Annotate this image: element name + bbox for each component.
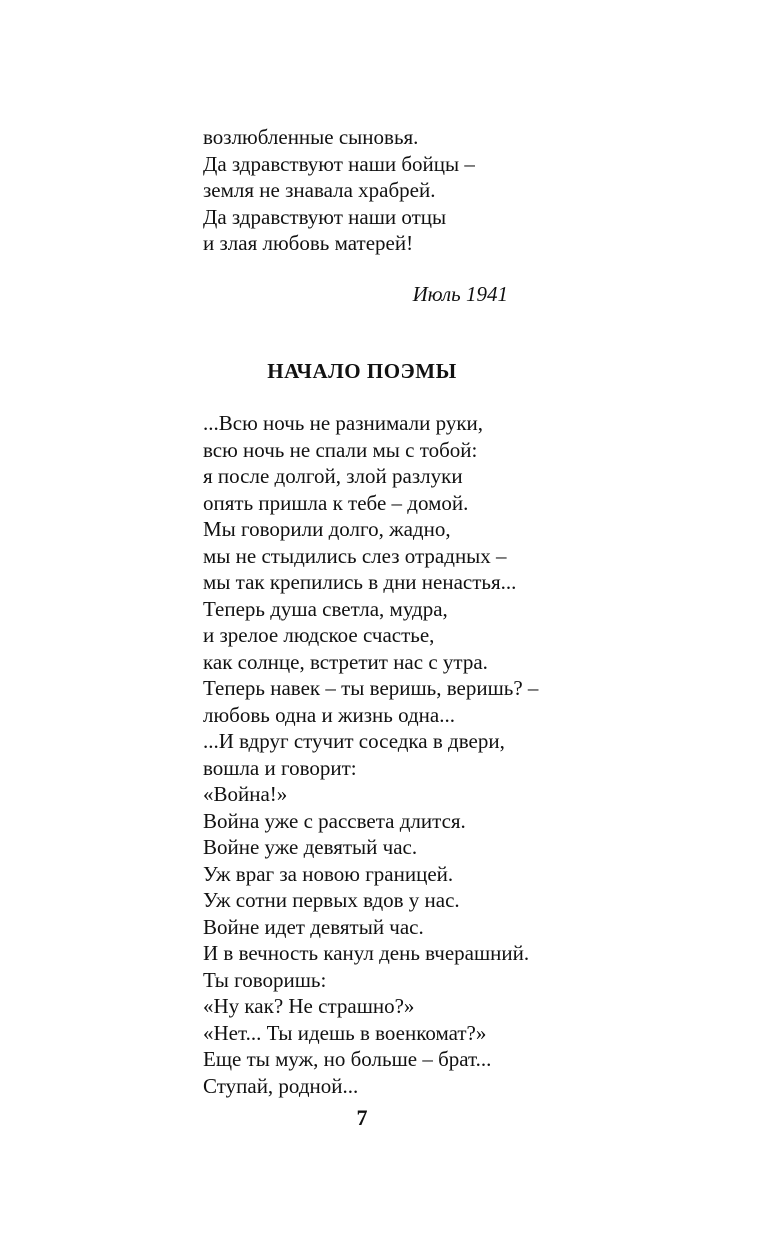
poem-line: «Нет... Ты идешь в военкомат?» (203, 1020, 487, 1045)
poem-line: и зрелое людское счастье, (203, 623, 435, 647)
poem-line: «Война!» (203, 782, 288, 806)
poem-line: Ступай, родной... (203, 1073, 359, 1098)
poem-line: Да здравствуют наши отцы (203, 204, 447, 229)
poem-line: всю ночь не спали мы с тобой: (203, 437, 478, 462)
page-number: 7 (356, 1105, 368, 1130)
poem-line: И в вечность канул день вчерашний. (203, 941, 530, 965)
poem-line: ...И вдруг стучит соседка в двери, (203, 729, 505, 753)
poem-line: опять пришла к тебе – домой. (203, 490, 469, 515)
poem-line: Уж враг за новою границей. (203, 861, 454, 886)
poem-line: ...Всю ночь не разнимали руки, (203, 411, 484, 435)
poem-line: любовь одна и жизнь одна... (203, 702, 455, 727)
poem-line: Мы говорили долго, жадно, (203, 517, 451, 541)
poem-date: Июль 1941 (412, 282, 508, 306)
poem-line: Ты говоришь: (203, 967, 327, 992)
poem-line: я после долгой, злой разлуки (203, 464, 463, 488)
poem-body (203, 410, 538, 1099)
poem-line: Теперь навек – ты веришь, веришь? – (203, 676, 539, 700)
poem-line: и злая любовь матерей! (203, 231, 414, 255)
poem-line: мы не стыдились слез отрадных – (203, 543, 507, 568)
poem-line: Да здравствуют наши бойцы – (203, 151, 475, 176)
poem-line: вошла и говорит: (203, 755, 357, 780)
poem-line: Уж сотни первых вдов у нас. (203, 888, 460, 912)
poem-line: Война уже с рассвета длится. (203, 808, 466, 833)
poem-line: Войне идет девятый час. (203, 914, 424, 939)
poem-line: Войне уже девятый час. (203, 835, 418, 859)
poem-line: возлюбленные сыновья. (203, 125, 419, 149)
poem-line: Теперь душа светла, мудра, (203, 596, 448, 621)
previous-poem-ending (203, 124, 475, 257)
poem-title: НАЧАЛО ПОЭМЫ (267, 359, 457, 383)
poem-line: земля не знавала храбрей. (203, 178, 436, 202)
poem-line: «Ну как? Не страшно?» (203, 994, 415, 1018)
poem-line: Еще ты муж, но больше – брат... (203, 1047, 492, 1071)
poem-line: мы так крепились в дни ненастья... (203, 570, 517, 594)
poem-line: как солнце, встретит нас с утра. (203, 649, 488, 674)
